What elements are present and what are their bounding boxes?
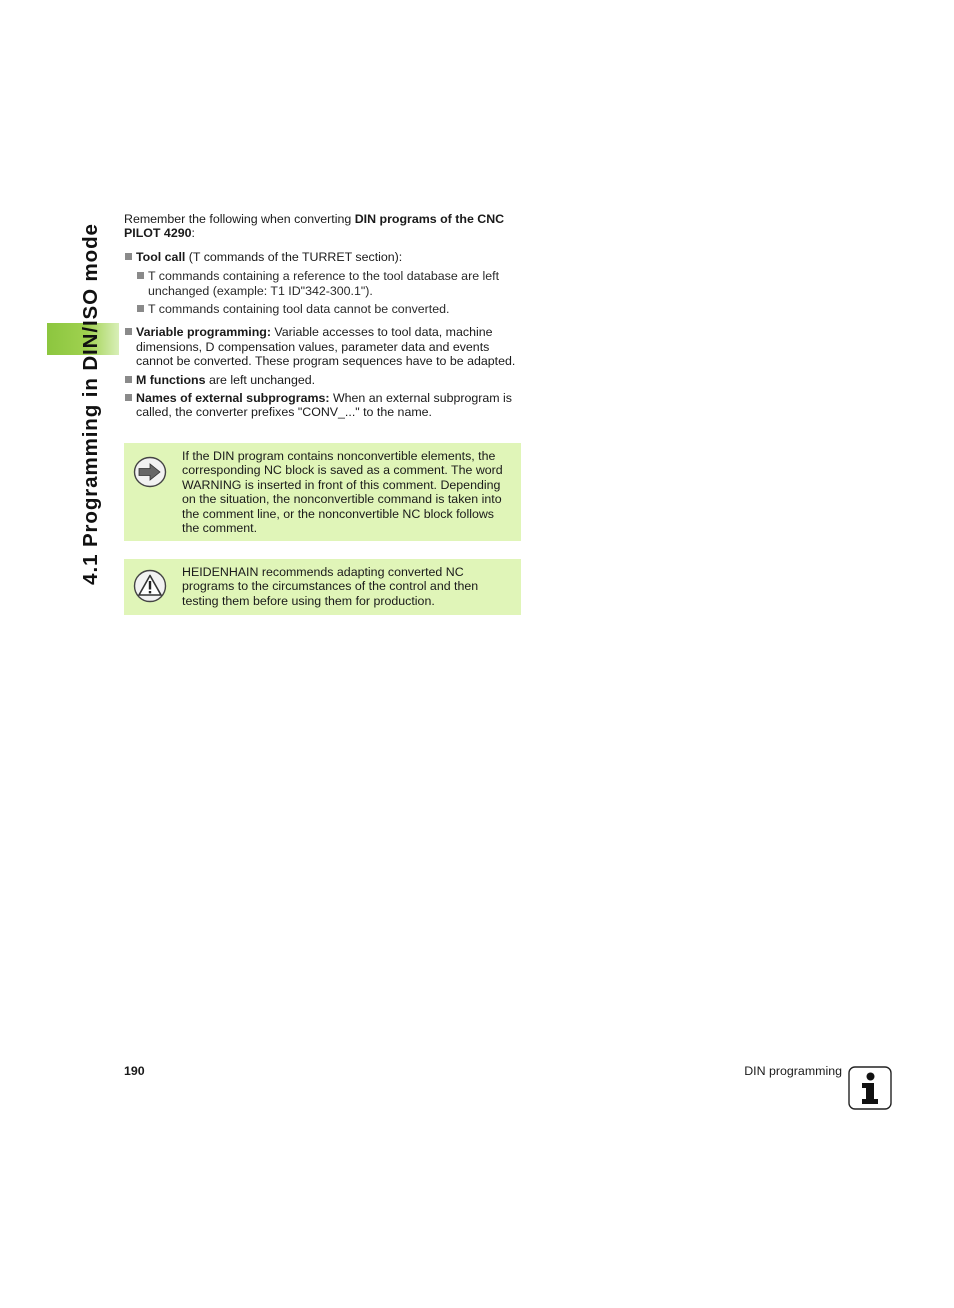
- list-item-variable-programming: Variable programming: Variable accesses to tool data, machine dimensions, D compensation values, parameter data and events cannot be converted. These program sequences have to be adapted.: [124, 325, 522, 368]
- chapter-title: 4.1 Programming in DIN/ISO mode: [79, 223, 102, 585]
- list-item-external-subprograms: Names of external subprograms: When an external subprogram is called, the converter prefixes "CONV_..." to the name.: [124, 391, 522, 420]
- bullet-square-icon: [125, 328, 132, 335]
- bullet-square-icon: [125, 394, 132, 401]
- note-box-warning: [124, 559, 521, 615]
- note-box-info: [124, 443, 521, 541]
- list-item-m-functions: M functions are left unchanged.: [124, 373, 522, 387]
- warning-triangle-icon: [133, 569, 167, 603]
- intro-paragraph: Remember the following when converting DIN programs of the CNC PILOT 4290:: [124, 212, 505, 241]
- footer-chapter-label: DIN programming: [744, 1064, 842, 1078]
- bullet-square-icon: [125, 253, 132, 260]
- sub-list-item: T commands containing a reference to the tool database are left unchanged (example: T1 ID"342-300.1").: [136, 269, 522, 298]
- page-number: 190: [124, 1064, 145, 1078]
- list-item-tool-call: Tool call (T commands of the TURRET section):: [124, 250, 522, 264]
- chapter-heading-vertical: [73, 212, 109, 596]
- arrow-right-icon: [133, 456, 167, 488]
- bullet-square-icon: [137, 305, 144, 312]
- bullet-square-icon: [125, 376, 132, 383]
- note-text: HEIDENHAIN recommends adapting converted NC programs to the circumstances of the control and then testing them before using them for production.: [182, 565, 479, 608]
- info-icon: [848, 1066, 892, 1110]
- main-content: [124, 212, 522, 420]
- bullet-square-icon: [137, 272, 144, 279]
- sub-list-item: T commands containing tool data cannot be converted.: [136, 302, 522, 316]
- note-text: If the DIN program contains nonconvertible elements, the corresponding NC block is saved as a comment. The word WARNING is inserted in front of this comment. Depending on the situation, the nonconvertible command is taken into the comment line, or the nonconvertible NC block follows the comment.: [182, 449, 503, 536]
